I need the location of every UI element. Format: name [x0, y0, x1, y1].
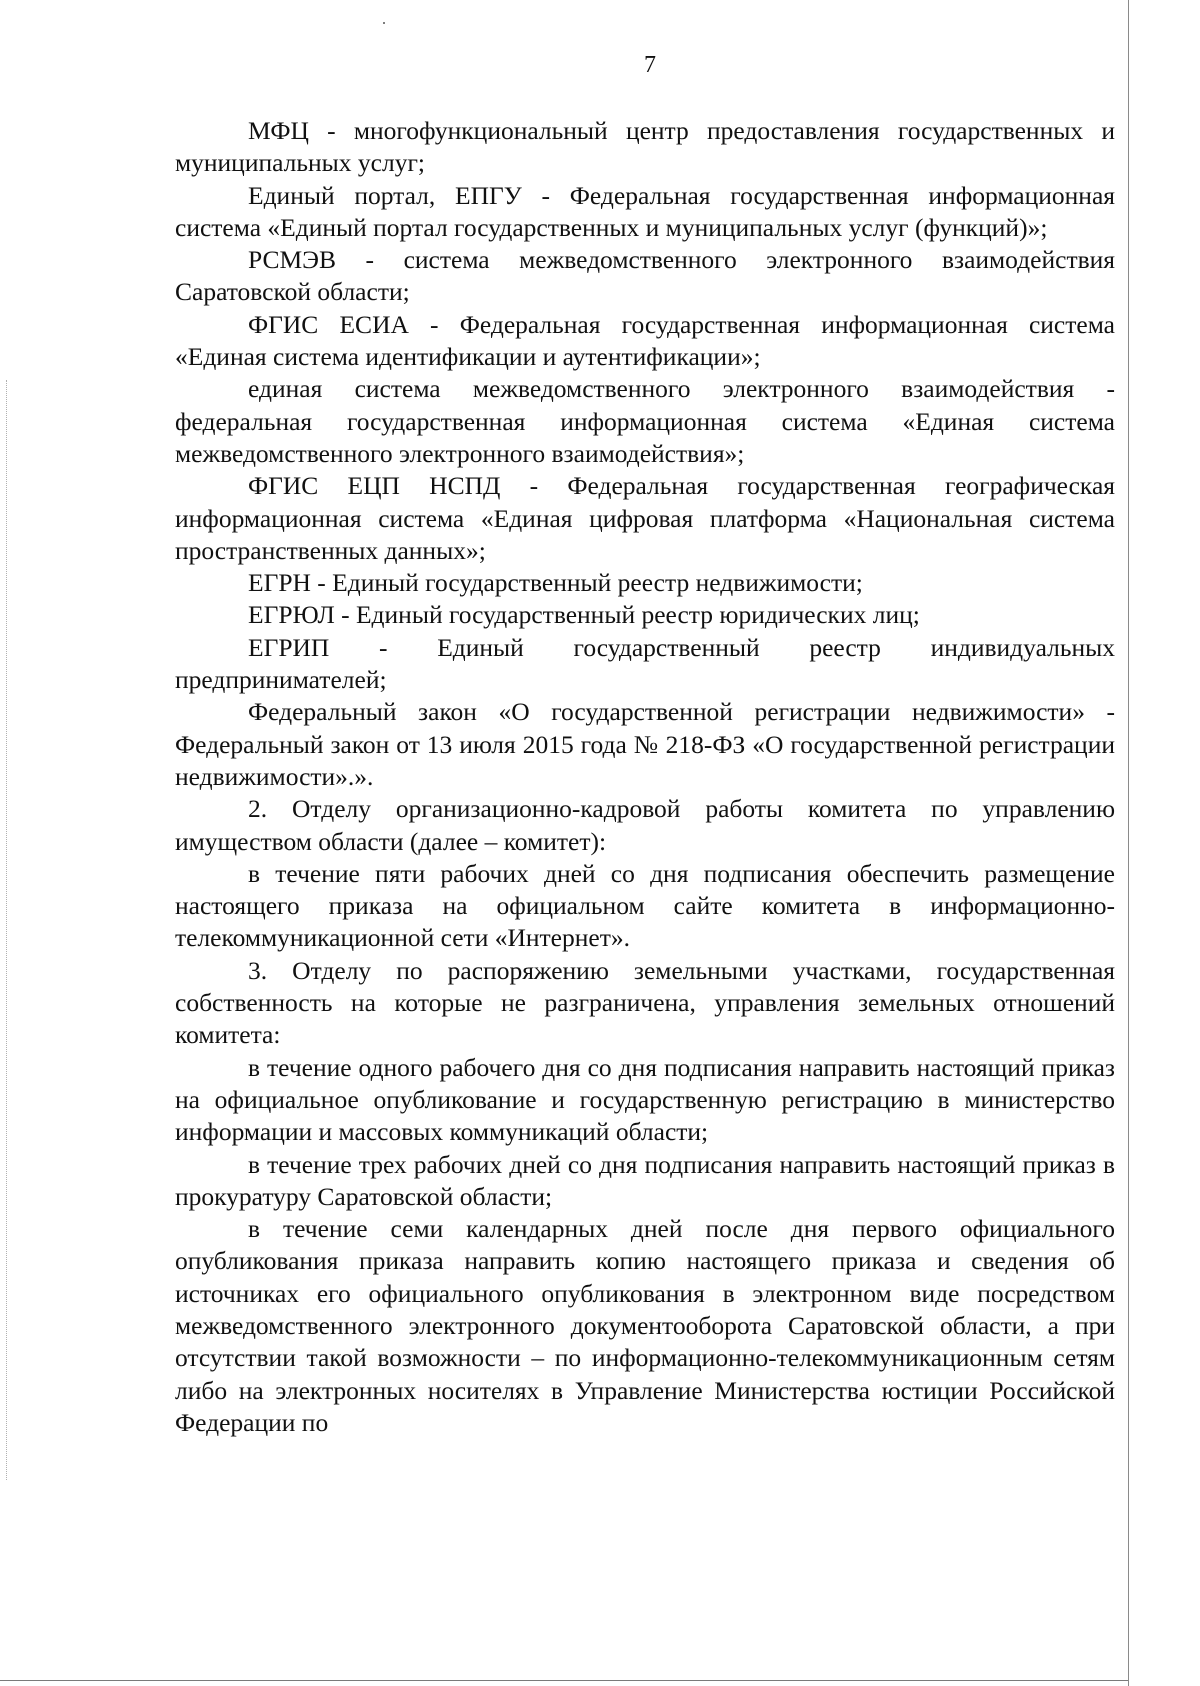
clause-2-item: в течение пяти рабочих дней со дня подписания обеспечить размещение настоящего приказа на официальном сайте комитета в информационно-телекоммуникационной сети «Интернет». [175, 858, 1115, 953]
clause-2: 2. Отделу организационно-кадровой работы комитета по управлению имуществом области (далее – комитет): [175, 794, 1115, 856]
definition-egrip: ЕГРИП - Единый государственный реестр индивидуальных предпринимателей; [175, 632, 1115, 695]
definition-federal-law: Федеральный закон «О государственной регистрации недвижимости» - Федеральный закон от 13 июля 2015 года № 218-ФЗ «О государственной регистрации недвижимости».». [175, 697, 1115, 791]
scan-speck [383, 22, 385, 24]
definition-egrn: ЕГРН - Единый государственный реестр недвижимости; [248, 568, 863, 598]
definition-epgu: Единый портал, ЕПГУ - Федеральная государственная информационная система «Единый портал государственных и муниципальных услуг (функций)»; [175, 180, 1115, 242]
definition-mfc: МФЦ - многофункциональный центр предоставления государственных и муниципальных услуг; [175, 116, 1115, 178]
definition-fgis-esia: ФГИС ЕСИА - Федеральная государственная информационная система «Единая система идентификации и аутентификации»; [175, 309, 1115, 372]
definition-egrul: ЕГРЮЛ - Единый государственный реестр юридических лиц; [248, 600, 920, 630]
clause-3-item-3: в течение семи календарных дней после дня первого официального опубликования приказа направить копию настоящего приказа и сведения об источниках его официального опубликования в электронном виде посредством межведомственного электронного документооборота Саратовской области, а при отсутствии такой возможности – по информационно-телекоммуникационным сетям либо на электронных носителях в Управление Министерства юстиции Российской Федерации по [175, 1214, 1115, 1437]
scan-edge-bottom [0, 1680, 1128, 1681]
definition-rsmev: РСМЭВ - система межведомственного электронного взаимодействия Саратовской области; [175, 245, 1115, 307]
clause-3-item-2: в течение трех рабочих дней со дня подписания направить настоящий приказ в прокуратуру Саратовской области; [175, 1149, 1115, 1211]
clause-3-item-1: в течение одного рабочего дня со дня подписания направить настоящий приказ на официальное опубликование и государственную регистрацию в министерство информации и массовых коммуникаций области; [175, 1052, 1115, 1147]
document-body [175, 115, 1115, 1439]
definition-fgis-ecp-nspd: ФГИС ЕЦП НСПД - Федеральная государственная географическая информационная система «Единая цифровая платформа «Национальная система пространственных данных»; [175, 471, 1115, 565]
scan-edge-left [6, 380, 7, 1480]
clause-3: 3. Отделу по распоряжению земельными участками, государственная собственность на которые не разграничена, управления земельных отношений комитета: [175, 955, 1115, 1050]
scan-edge-right [1128, 0, 1129, 1686]
page-number: 7 [644, 52, 656, 78]
definition-smev: единая система межведомственного электронного взаимодействия - федеральная государственная информационная система «Единая система межведомственного электронного взаимодействия»; [175, 374, 1115, 468]
